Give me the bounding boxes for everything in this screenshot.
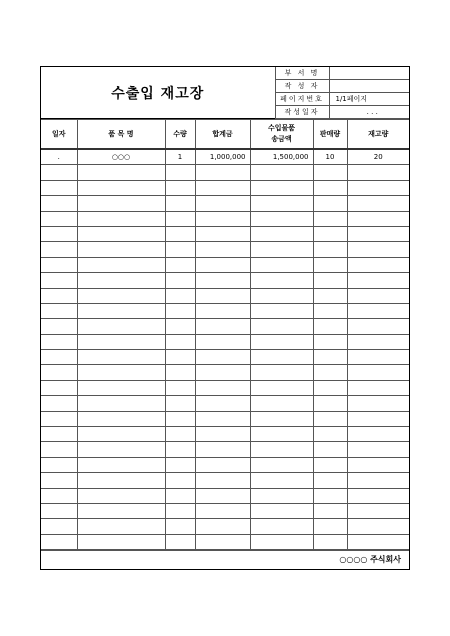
table-cell[interactable] <box>41 380 77 395</box>
table-cell[interactable] <box>165 226 195 241</box>
table-cell[interactable] <box>41 350 77 365</box>
table-cell[interactable] <box>77 350 165 365</box>
table-cell[interactable] <box>165 380 195 395</box>
table-row <box>41 473 409 488</box>
table-cell[interactable] <box>313 211 347 226</box>
meta-label-page: 페이지번호 <box>275 93 329 106</box>
table-cell[interactable] <box>250 303 313 318</box>
table-cell[interactable] <box>250 257 313 272</box>
meta-label-dept: 부 서 명 <box>275 67 329 80</box>
table-cell[interactable] <box>165 165 195 180</box>
page-title: 수출입 재고장 <box>41 67 275 119</box>
table-row <box>41 319 409 334</box>
table-cell[interactable] <box>250 273 313 288</box>
table-cell[interactable] <box>250 180 313 195</box>
table-cell[interactable] <box>77 519 165 534</box>
table-cell[interactable] <box>41 503 77 518</box>
table-cell[interactable] <box>347 319 409 334</box>
table-cell[interactable] <box>77 319 165 334</box>
table-cell[interactable]: 1,500,000 <box>250 149 313 165</box>
col-header-quantity: 수량 <box>165 120 195 150</box>
table-cell[interactable] <box>347 534 409 549</box>
table-cell[interactable] <box>250 488 313 503</box>
table-cell[interactable] <box>165 196 195 211</box>
company-footer: ○○○○ 주식회사 <box>41 550 409 569</box>
table-cell[interactable] <box>77 411 165 426</box>
table-cell[interactable] <box>165 365 195 380</box>
table-cell[interactable] <box>77 211 165 226</box>
table-cell[interactable] <box>195 257 250 272</box>
table-cell[interactable] <box>313 242 347 257</box>
table-cell[interactable] <box>195 211 250 226</box>
table-cell[interactable] <box>165 473 195 488</box>
table-cell[interactable] <box>77 503 165 518</box>
meta-value-author[interactable] <box>329 80 409 93</box>
table-cell[interactable] <box>250 165 313 180</box>
table-cell[interactable] <box>77 427 165 442</box>
table-cell[interactable] <box>347 503 409 518</box>
table-cell[interactable] <box>195 334 250 349</box>
table-row <box>41 196 409 211</box>
table-cell[interactable] <box>250 288 313 303</box>
table-cell[interactable] <box>313 273 347 288</box>
table-cell[interactable] <box>195 427 250 442</box>
table-cell[interactable] <box>195 534 250 549</box>
table-cell[interactable] <box>347 427 409 442</box>
table-cell[interactable] <box>347 257 409 272</box>
table-cell[interactable] <box>250 396 313 411</box>
table-cell[interactable] <box>347 226 409 241</box>
table-cell[interactable] <box>313 334 347 349</box>
table-cell[interactable] <box>347 211 409 226</box>
table-cell[interactable] <box>195 503 250 518</box>
table-cell[interactable]: 10 <box>313 149 347 165</box>
table-row <box>41 442 409 457</box>
table-cell[interactable] <box>347 380 409 395</box>
table-cell[interactable]: 1,000,000 <box>195 149 250 165</box>
table-cell[interactable] <box>195 488 250 503</box>
table-cell[interactable]: ○○○ <box>77 149 165 165</box>
table-cell[interactable] <box>165 180 195 195</box>
table-cell[interactable] <box>347 488 409 503</box>
table-cell[interactable] <box>41 196 77 211</box>
table-cell[interactable] <box>41 411 77 426</box>
table-cell[interactable] <box>313 165 347 180</box>
table-row <box>41 165 409 180</box>
table-cell[interactable] <box>347 180 409 195</box>
table-row <box>41 180 409 195</box>
table-cell[interactable] <box>313 442 347 457</box>
table-cell[interactable] <box>41 273 77 288</box>
table-row <box>41 288 409 303</box>
table-cell[interactable] <box>41 288 77 303</box>
table-cell[interactable] <box>165 534 195 549</box>
table-cell[interactable] <box>347 303 409 318</box>
table-cell[interactable] <box>165 396 195 411</box>
header-block <box>41 67 409 119</box>
meta-value-date[interactable]: . . . <box>329 106 409 119</box>
table-cell[interactable] <box>195 196 250 211</box>
table-cell[interactable] <box>41 226 77 241</box>
table-cell[interactable] <box>313 427 347 442</box>
table-cell[interactable] <box>250 319 313 334</box>
table-cell[interactable] <box>77 488 165 503</box>
table-cell[interactable] <box>347 473 409 488</box>
table-cell[interactable] <box>77 242 165 257</box>
table-cell[interactable] <box>250 365 313 380</box>
table-row <box>41 303 409 318</box>
table-cell[interactable] <box>165 457 195 472</box>
table-cell[interactable] <box>313 365 347 380</box>
table-cell[interactable] <box>165 442 195 457</box>
table-row <box>41 273 409 288</box>
table-cell[interactable] <box>195 350 250 365</box>
table-cell[interactable] <box>313 257 347 272</box>
table-cell[interactable] <box>250 242 313 257</box>
meta-value-page[interactable]: 1/1페이지 <box>329 93 409 106</box>
table-cell[interactable] <box>77 365 165 380</box>
table-cell[interactable] <box>250 427 313 442</box>
table-cell[interactable] <box>77 380 165 395</box>
table-cell[interactable] <box>165 288 195 303</box>
table-row <box>41 350 409 365</box>
table-cell[interactable] <box>41 534 77 549</box>
table-cell[interactable] <box>165 273 195 288</box>
table-cell[interactable] <box>313 226 347 241</box>
table-cell[interactable] <box>195 519 250 534</box>
table-cell[interactable] <box>77 257 165 272</box>
table-cell[interactable] <box>41 365 77 380</box>
table-row <box>41 503 409 518</box>
table-cell[interactable] <box>77 334 165 349</box>
table-cell[interactable] <box>313 473 347 488</box>
table-cell[interactable] <box>250 211 313 226</box>
table-cell[interactable] <box>195 226 250 241</box>
table-row <box>41 211 409 226</box>
table-cell[interactable] <box>41 180 77 195</box>
table-cell[interactable] <box>313 319 347 334</box>
table-cell[interactable] <box>347 334 409 349</box>
table-row <box>41 380 409 395</box>
table-cell[interactable] <box>77 457 165 472</box>
table-cell[interactable] <box>195 473 250 488</box>
table-cell[interactable] <box>195 165 250 180</box>
table-cell[interactable] <box>165 503 195 518</box>
col-header-stock: 재고량 <box>347 120 409 150</box>
table-cell[interactable] <box>347 273 409 288</box>
table-cell[interactable] <box>313 519 347 534</box>
table-cell[interactable] <box>195 457 250 472</box>
table-cell[interactable] <box>313 288 347 303</box>
table-row <box>41 411 409 426</box>
table-cell[interactable] <box>250 380 313 395</box>
table-cell[interactable] <box>347 288 409 303</box>
table-row <box>41 396 409 411</box>
table-cell[interactable] <box>313 457 347 472</box>
table-cell[interactable] <box>195 180 250 195</box>
meta-label-date: 작성일자 <box>275 106 329 119</box>
table-row <box>41 257 409 272</box>
table-cell[interactable] <box>41 396 77 411</box>
table-cell[interactable] <box>41 442 77 457</box>
col-header-item-name: 품 목 명 <box>77 120 165 150</box>
table-cell[interactable] <box>41 257 77 272</box>
table-row <box>41 457 409 472</box>
table-cell[interactable] <box>347 519 409 534</box>
table-cell[interactable] <box>313 196 347 211</box>
table-cell[interactable] <box>165 211 195 226</box>
ledger-sheet <box>40 66 410 570</box>
table-cell[interactable] <box>347 350 409 365</box>
table-cell[interactable] <box>347 411 409 426</box>
table-cell[interactable] <box>313 534 347 549</box>
table-cell[interactable] <box>41 473 77 488</box>
table-cell[interactable] <box>165 334 195 349</box>
table-cell[interactable] <box>347 196 409 211</box>
table-cell[interactable] <box>41 488 77 503</box>
table-cell[interactable] <box>250 350 313 365</box>
table-cell[interactable] <box>347 396 409 411</box>
table-cell[interactable] <box>250 196 313 211</box>
table-cell[interactable] <box>165 303 195 318</box>
table-cell[interactable] <box>250 226 313 241</box>
table-cell[interactable] <box>250 503 313 518</box>
table-cell[interactable] <box>41 334 77 349</box>
table-cell[interactable] <box>250 334 313 349</box>
table-cell[interactable] <box>41 457 77 472</box>
table-cell[interactable] <box>195 288 250 303</box>
col-header-date: 일자 <box>41 120 77 150</box>
table-cell[interactable] <box>77 165 165 180</box>
table-cell[interactable] <box>41 211 77 226</box>
table-cell[interactable] <box>41 303 77 318</box>
table-cell[interactable] <box>165 411 195 426</box>
table-cell[interactable] <box>195 303 250 318</box>
table-cell[interactable] <box>313 380 347 395</box>
table-cell[interactable]: 1 <box>165 149 195 165</box>
table-cell[interactable] <box>165 319 195 334</box>
table-cell[interactable] <box>41 519 77 534</box>
table-cell[interactable] <box>41 242 77 257</box>
table-cell[interactable] <box>347 365 409 380</box>
table-row <box>41 365 409 380</box>
table-cell[interactable] <box>77 396 165 411</box>
col-header-sales: 판매량 <box>313 120 347 150</box>
table-cell[interactable] <box>347 442 409 457</box>
table-cell[interactable] <box>250 534 313 549</box>
table-cell[interactable] <box>250 473 313 488</box>
table-cell[interactable] <box>347 242 409 257</box>
col-header-total: 합계금 <box>195 120 250 150</box>
table-cell[interactable] <box>41 319 77 334</box>
table-cell[interactable] <box>195 380 250 395</box>
inventory-table <box>41 119 409 550</box>
table-cell[interactable] <box>41 165 77 180</box>
table-cell[interactable] <box>77 226 165 241</box>
table-cell[interactable] <box>77 273 165 288</box>
table-cell[interactable] <box>250 457 313 472</box>
table-row <box>41 534 409 549</box>
table-cell[interactable] <box>313 503 347 518</box>
table-cell[interactable] <box>313 488 347 503</box>
table-cell[interactable] <box>165 427 195 442</box>
table-cell[interactable]: . <box>41 149 77 165</box>
table-row <box>41 242 409 257</box>
table-row <box>41 149 409 165</box>
table-cell[interactable] <box>313 350 347 365</box>
table-row <box>41 488 409 503</box>
table-cell[interactable] <box>313 396 347 411</box>
table-cell[interactable] <box>165 519 195 534</box>
table-row <box>41 427 409 442</box>
table-cell[interactable] <box>313 303 347 318</box>
table-cell[interactable] <box>165 242 195 257</box>
table-cell[interactable] <box>195 411 250 426</box>
table-cell[interactable] <box>195 242 250 257</box>
table-cell[interactable]: 20 <box>347 149 409 165</box>
table-cell[interactable] <box>195 365 250 380</box>
table-row <box>41 519 409 534</box>
table-cell[interactable] <box>165 350 195 365</box>
table-cell[interactable] <box>347 457 409 472</box>
table-cell[interactable] <box>77 303 165 318</box>
meta-value-dept[interactable] <box>329 67 409 80</box>
table-cell[interactable] <box>77 288 165 303</box>
table-cell[interactable] <box>250 411 313 426</box>
table-cell[interactable] <box>195 396 250 411</box>
table-cell[interactable] <box>313 411 347 426</box>
table-cell[interactable] <box>41 427 77 442</box>
table-cell[interactable] <box>250 442 313 457</box>
table-cell[interactable] <box>165 257 195 272</box>
table-row <box>41 334 409 349</box>
table-cell[interactable] <box>313 180 347 195</box>
table-cell[interactable] <box>195 273 250 288</box>
col-header-import-remittance: 수입물품 송금액 <box>250 120 313 150</box>
table-cell[interactable] <box>195 442 250 457</box>
table-cell[interactable] <box>165 488 195 503</box>
table-cell[interactable] <box>77 180 165 195</box>
table-cell[interactable] <box>77 473 165 488</box>
meta-label-author: 작 성 자 <box>275 80 329 93</box>
table-cell[interactable] <box>77 196 165 211</box>
table-cell[interactable] <box>77 534 165 549</box>
table-row <box>41 226 409 241</box>
table-cell[interactable] <box>250 519 313 534</box>
table-cell[interactable] <box>347 165 409 180</box>
table-cell[interactable] <box>77 442 165 457</box>
table-cell[interactable] <box>195 319 250 334</box>
